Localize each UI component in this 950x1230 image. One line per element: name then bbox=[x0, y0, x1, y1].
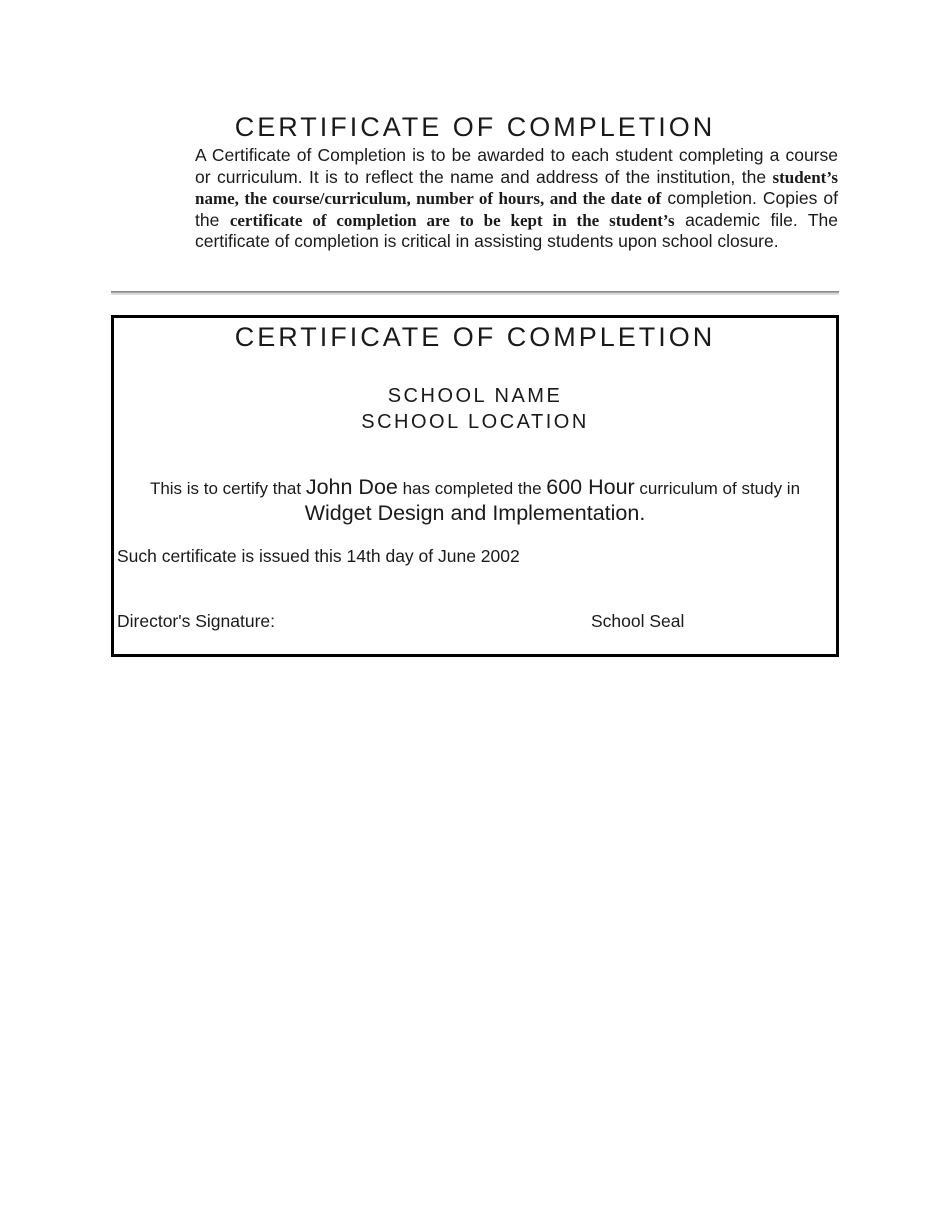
certify-line-1 bbox=[114, 475, 836, 501]
student-name: John Doe bbox=[305, 474, 398, 499]
certify-statement bbox=[114, 475, 836, 526]
intro-run-1: A Certificate of Completion is to be awarded to each student completing a course or curriculum. It is to reflect the name and address of the institution, the bbox=[195, 145, 838, 187]
intro-run-3: completion. Copies of the bbox=[195, 188, 838, 230]
document-page bbox=[111, 0, 839, 657]
certify-suffix: curriculum of study in bbox=[634, 478, 801, 498]
certify-middle: has completed the bbox=[397, 478, 547, 498]
certify-prefix: This is to certify that bbox=[149, 478, 306, 498]
director-signature-label: Director's Signature: bbox=[117, 610, 275, 631]
certificate-heading: CERTIFICATE OF COMPLETION bbox=[234, 321, 716, 352]
intro-paragraph bbox=[195, 145, 838, 253]
school-seal-label: School Seal bbox=[591, 610, 685, 631]
certificate-box bbox=[111, 315, 839, 657]
intro-run-4-bold: certificate of completion are to be kept in the student’s bbox=[229, 210, 675, 230]
intro-run-5: academic file. The certificate of completion is critical in assisting students upon school closure. bbox=[195, 209, 838, 252]
issued-date-line: Such certificate is issued this 14th day of June 2002 bbox=[117, 545, 520, 566]
signature-row bbox=[117, 611, 836, 632]
document-title: CERTIFICATE OF COMPLETION bbox=[234, 112, 716, 142]
section-divider bbox=[111, 291, 839, 295]
curriculum-hours: 600 Hour bbox=[546, 474, 635, 499]
school-location: SCHOOL LOCATION bbox=[361, 410, 589, 433]
school-block bbox=[114, 383, 836, 435]
school-name: SCHOOL NAME bbox=[387, 384, 563, 407]
intro-run-2-bold: student’s name, the course/curriculum, number of hours, and the date of bbox=[195, 167, 838, 209]
course-name: Widget Design and Implementation. bbox=[304, 500, 646, 525]
